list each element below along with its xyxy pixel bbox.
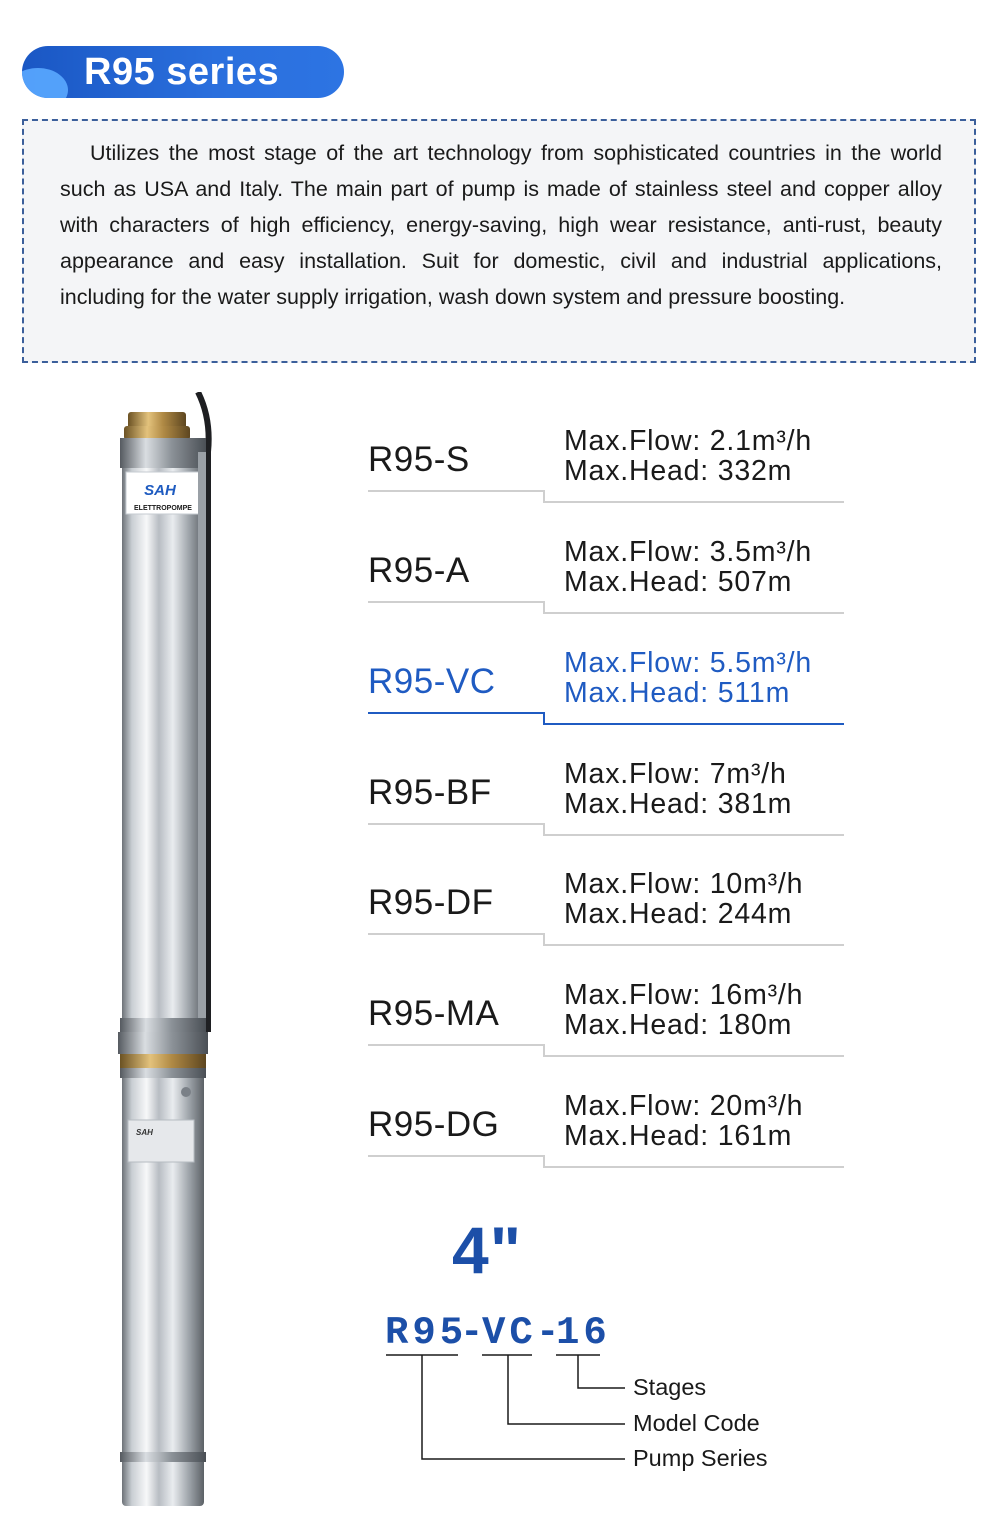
max-flow: Max.Flow: 20m³/h	[564, 1090, 804, 1122]
max-head: Max.Head: 332m	[564, 455, 793, 487]
max-flow: Max.Flow: 5.5m³/h	[564, 647, 812, 679]
model-name: R95-MA	[368, 994, 500, 1033]
motor-label-brand: SAH	[136, 1128, 153, 1137]
description-text: Utilizes the most stage of the art technology from sophisticated countries in the world such as USA and Italy. The main part of pump is made of stainless steel and copper alloy with characters of high efficiency, energy-saving, high wear resistance, anti-rust, beauty appearance and easy installation. Suit for domestic, civil and industrial applications, including for the water supply irrigation, wash down system and pressure boosting.	[60, 141, 942, 309]
code-model: VC	[482, 1311, 537, 1355]
max-head: Max.Head: 507m	[564, 566, 793, 598]
legend-stages: Stages	[633, 1374, 707, 1400]
code-separator: -	[460, 1311, 488, 1355]
max-flow: Max.Flow: 10m³/h	[564, 868, 804, 900]
max-head: Max.Head: 511m	[564, 677, 791, 709]
model-name: R95-S	[368, 440, 470, 479]
code-series: R95	[385, 1311, 468, 1355]
pump-size: 4"	[452, 1213, 522, 1287]
max-head: Max.Head: 381m	[564, 788, 793, 820]
model-name: R95-A	[368, 551, 470, 590]
max-flow: Max.Flow: 16m³/h	[564, 979, 804, 1011]
code-stages: 16	[556, 1311, 611, 1355]
max-flow: Max.Flow: 7m³/h	[564, 758, 787, 790]
brand-logo: SAH	[144, 482, 176, 499]
max-flow: Max.Flow: 3.5m³/h	[564, 536, 812, 568]
model-name: R95-DG	[368, 1105, 500, 1144]
max-head: Max.Head: 161m	[564, 1120, 793, 1152]
max-flow: Max.Flow: 2.1m³/h	[564, 425, 812, 457]
max-head: Max.Head: 244m	[564, 898, 793, 930]
model-name: R95-BF	[368, 773, 492, 812]
code-separator: -	[536, 1311, 564, 1355]
section-title: R95 series	[84, 51, 280, 93]
brand-subtitle: ELETTROPOMPE	[134, 505, 192, 512]
legend-pump-series: Pump Series	[633, 1445, 768, 1471]
legend-model-code: Model Code	[633, 1410, 760, 1436]
max-head: Max.Head: 180m	[564, 1009, 793, 1041]
model-name: R95-DF	[368, 883, 494, 922]
model-name: R95-VC	[368, 662, 496, 701]
